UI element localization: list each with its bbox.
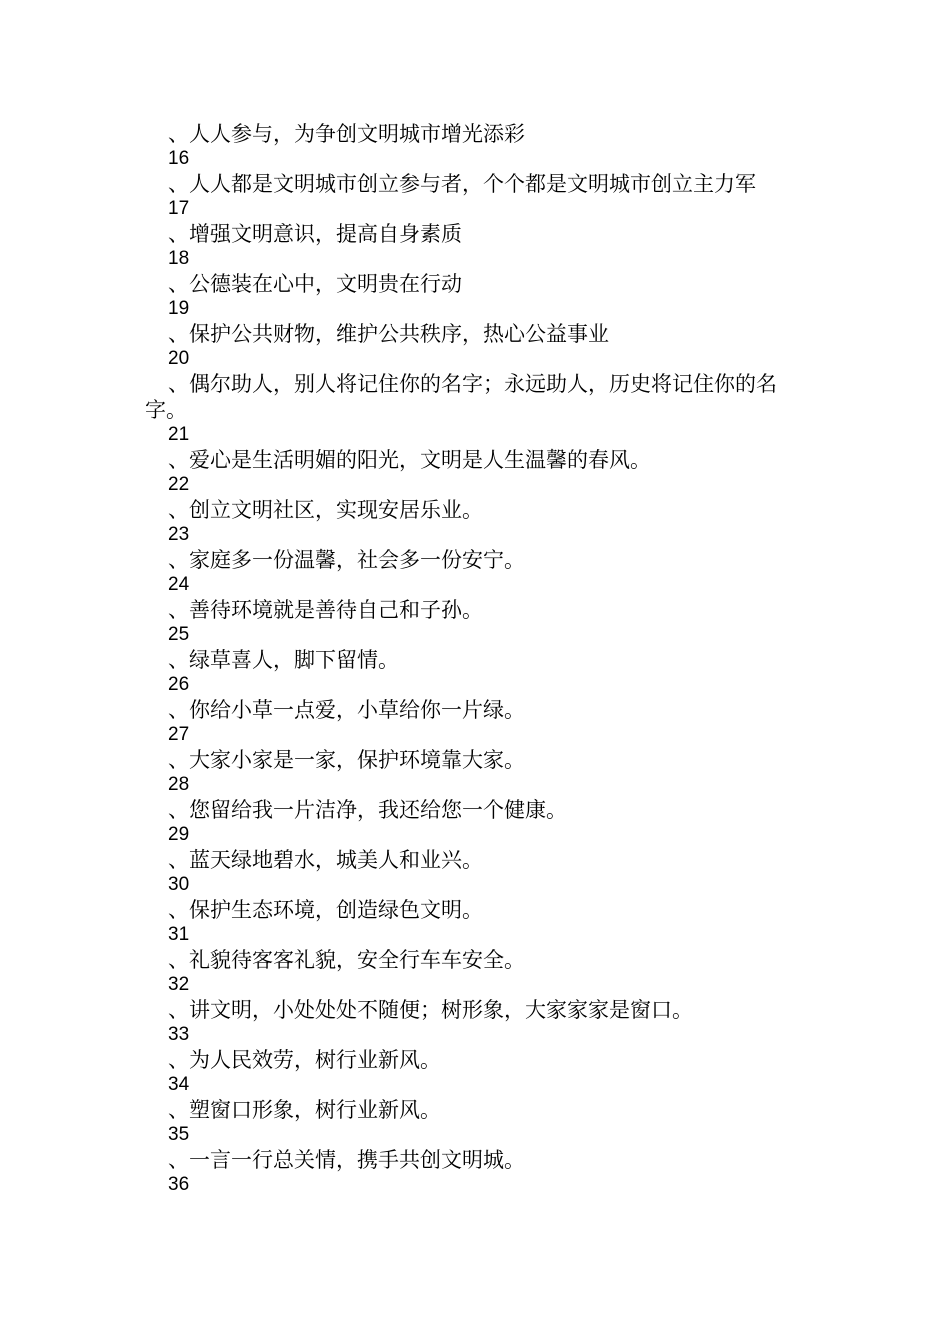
slogan-text: 、公德装在心中，文明贵在行动 [168,272,462,296]
list-item [145,321,810,371]
slogan-number: 25 [168,624,190,645]
list-item [145,221,810,271]
list-item [145,697,810,747]
list-item [145,547,810,597]
list-item [145,847,810,897]
slogan-text: 、礼貌待客客礼貌，安全行车车安全。 [168,948,525,972]
list-item [145,1047,810,1097]
slogan-number: 30 [168,874,190,895]
list-item [145,497,810,547]
slogan-number: 26 [168,674,190,695]
slogan-text: 、偶尔助人，别人将记住你的名字；永远助人，历史将记住你的名字。 [145,372,777,422]
slogan-text: 、保护生态环境，创造绿色文明。 [168,898,483,922]
list-item [145,171,810,221]
slogan-text: 、一言一行总关情，携手共创文明城。 [168,1148,525,1172]
slogan-number: 29 [168,824,190,845]
slogan-text: 、爱心是生活明媚的阳光，文明是人生温馨的春风。 [168,448,651,472]
list-item [145,371,810,447]
slogan-text: 、人人都是文明城市创立参与者，个个都是文明城市创立主力军 [168,172,756,196]
slogan-number: 21 [168,424,190,445]
slogan-text: 、为人民效劳，树行业新风。 [168,1048,441,1072]
slogan-text: 、创立文明社区，实现安居乐业。 [168,498,483,522]
slogan-text: 、善待环境就是善待自己和子孙。 [168,598,483,622]
slogan-number: 23 [168,524,190,545]
slogan-text: 、绿草喜人，脚下留情。 [168,648,399,672]
slogan-text: 、蓝天绿地碧水，城美人和业兴。 [168,848,483,872]
slogan-number: 27 [168,724,190,745]
slogan-text: 、家庭多一份温馨，社会多一份安宁。 [168,548,525,572]
slogan-number: 24 [168,574,190,595]
slogan-list [145,121,810,1197]
slogan-number: 18 [168,248,190,269]
list-item [145,271,810,321]
slogan-text: 、大家小家是一家，保护环境靠大家。 [168,748,525,772]
slogan-number: 36 [168,1174,190,1195]
slogan-text: 、塑窗口形象，树行业新风。 [168,1098,441,1122]
slogan-text: 、人人参与，为争创文明城市增光添彩 [168,122,525,146]
slogan-number: 28 [168,774,190,795]
slogan-text: 、你给小草一点爱，小草给你一片绿。 [168,698,525,722]
slogan-number: 34 [168,1074,190,1095]
list-item [145,997,810,1047]
slogan-number: 16 [168,148,190,169]
list-item [145,647,810,697]
list-item [145,1097,810,1147]
slogan-number: 35 [168,1124,190,1145]
list-item [145,1147,810,1197]
slogan-text: 、您留给我一片洁净，我还给您一个健康。 [168,798,567,822]
list-item [145,797,810,847]
list-item [145,447,810,497]
slogan-number: 17 [168,198,190,219]
slogan-number: 22 [168,474,190,495]
list-item [145,597,810,647]
slogan-text: 、讲文明，小处处处不随便；树形象，大家家家是窗口。 [168,998,693,1022]
slogan-text: 、增强文明意识，提高自身素质 [168,222,462,246]
slogan-number: 20 [168,348,190,369]
list-item [145,947,810,997]
slogan-number: 19 [168,298,190,319]
slogan-number: 31 [168,924,190,945]
slogan-text: 、保护公共财物，维护公共秩序，热心公益事业 [168,322,609,346]
list-item [145,897,810,947]
list-item [145,747,810,797]
list-item [145,121,810,171]
slogan-number: 33 [168,1024,190,1045]
slogan-number: 32 [168,974,190,995]
